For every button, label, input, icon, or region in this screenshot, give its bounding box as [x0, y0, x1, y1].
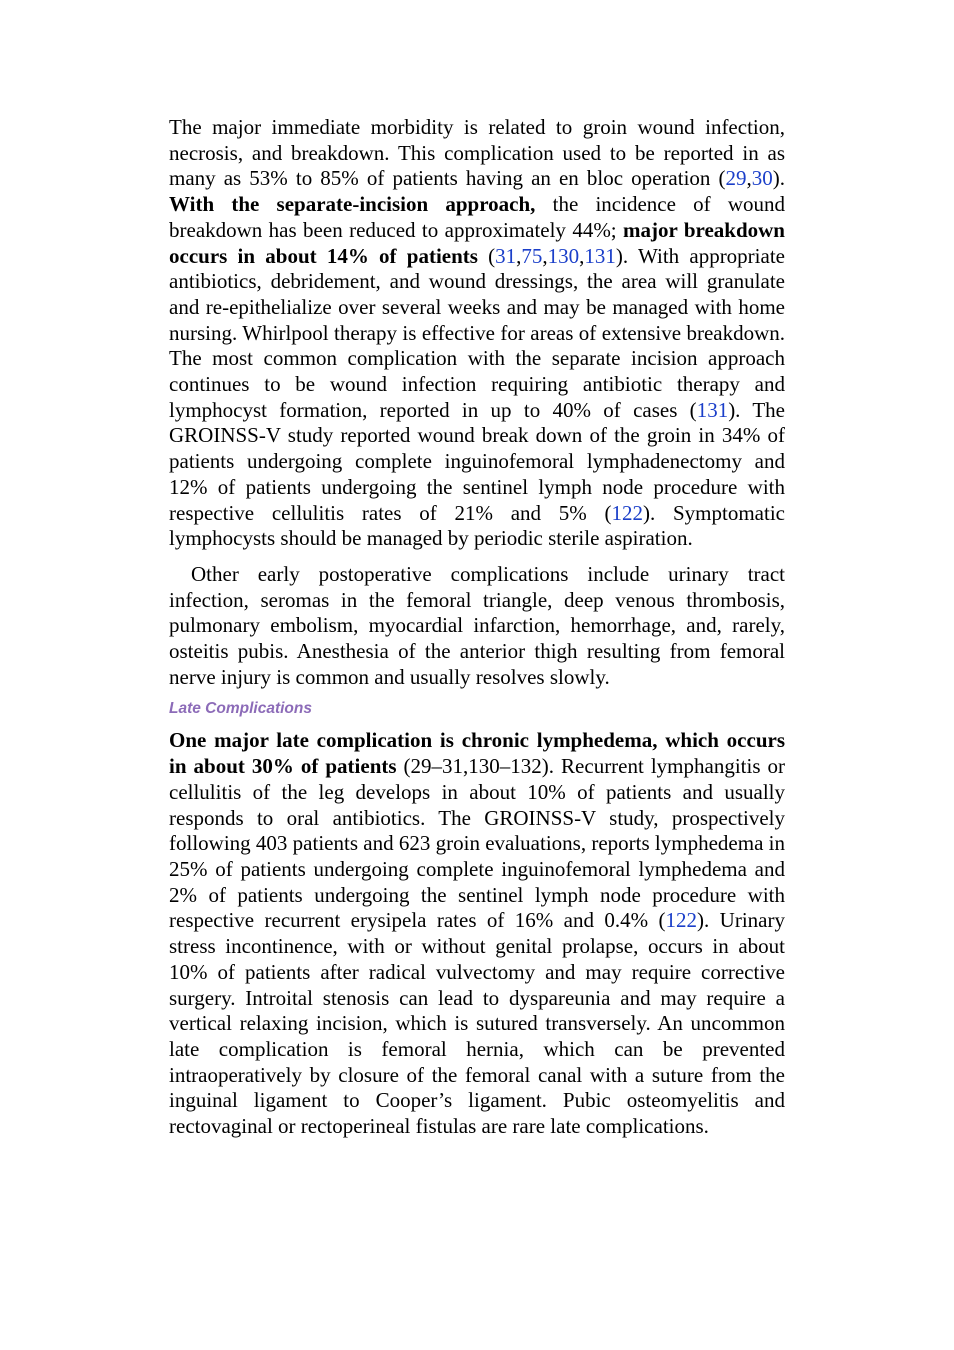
text-run: ). The GROINSS-V study reported wound break down of the groin in 34% of patients undergoing complete inguinofemoral lymphadenectomy and 12% of patients undergoing the sentinel lymph node procedure with respective cellulitis rates of 21% and 5% (	[169, 397, 785, 525]
citation-link[interactable]: 130	[547, 243, 580, 268]
text-run: ). Urinary stress incontinence, with or without genital prolapse, occurs in about 10% of patients after radical vulvectomy and may require corrective surgery. Introital stenosis can lead to dyspareunia and may require a vertical relaxing incision, which is sutured transversely. An uncommon late complication is femoral hernia, which can be prevented intraoperatively by closure of the femoral canal with a suture from the inguinal ligament to Cooper’s ligament. Pubic osteomyelitis and rectovaginal or rectoperineal fistulas are rare late complications.	[169, 908, 785, 1139]
text-run: The major immediate morbidity is related to groin wound infection, necrosis, and breakdown. This complication used to be reported in as many as 53% to 85% of patients having an en bloc operation (	[169, 115, 785, 191]
citation-link[interactable]: 31	[495, 243, 517, 268]
text-run: ,	[746, 166, 752, 191]
citation-link[interactable]: 122	[665, 908, 698, 933]
citation-link[interactable]: 122	[611, 500, 644, 525]
bold-emphasis: With the separate-incision approach,	[169, 192, 536, 217]
text-run: ).	[772, 166, 785, 191]
text-run: (29–31,130–132). Recurrent lymphangitis or cellulitis of the leg develops in about 10% of patients and usually responds to oral antibiotics. The GROINSS-V study, prospectively following 403 patients and 623 groin evaluations, reports lymphedema in 25% of patients undergoing complete inguinofemoral lymphedema and 2% of patients undergoing the sentinel lymph node procedure with respective recurrent erysipela rates of 16% and 0.4% (	[169, 754, 785, 933]
section-heading-late-complications: Late Complications	[169, 700, 312, 718]
citation-link[interactable]: 75	[521, 243, 543, 268]
text-run: ,	[516, 243, 522, 268]
text-run: ). Symptomatic lymphocysts should be managed by periodic sterile aspiration.	[169, 500, 785, 551]
citation-link[interactable]: 131	[696, 397, 729, 422]
paragraph-immediate-morbidity	[169, 115, 785, 552]
bold-emphasis: major breakdown occurs in about 14% of patients	[169, 217, 785, 268]
paragraph-early-complications: Other early postoperative complications include urinary tract infection, seromas in the femoral triangle, deep venous thrombosis, pulmonary embolism, myocardial infarction, hemorrhage, and, rarely, osteitis pubis. Anesthesia of the anterior thigh resulting from femoral nerve injury is common and usually resolves slowly.	[169, 561, 785, 689]
text-run: (	[477, 243, 496, 268]
bold-emphasis: One major late complication is chronic lymphedema, which occurs in about 30% of patients	[169, 728, 785, 779]
document-page	[169, 115, 785, 1140]
citation-link[interactable]: 29	[725, 166, 747, 191]
citation-link[interactable]: 131	[584, 243, 616, 268]
text-run: ,	[542, 243, 548, 268]
text-run: ). With appropriate antibiotics, debridement, and wound dressings, the area will granulate and re-epithelialize over several weeks and may be managed with home nursing. Whirlpool therapy is effective for areas of extensive breakdown. The most common complication with the separate incision approach continues to be wound infection requiring antibiotic therapy and lymphocyst formation, reported in up to 40% of cases (	[169, 243, 785, 422]
text-run: the incidence of wound breakdown has been reduced to approximately 44%;	[169, 192, 785, 242]
text-run: ,	[579, 243, 585, 268]
paragraph-late-complications	[169, 728, 785, 1139]
citation-link[interactable]: 30	[751, 166, 773, 191]
